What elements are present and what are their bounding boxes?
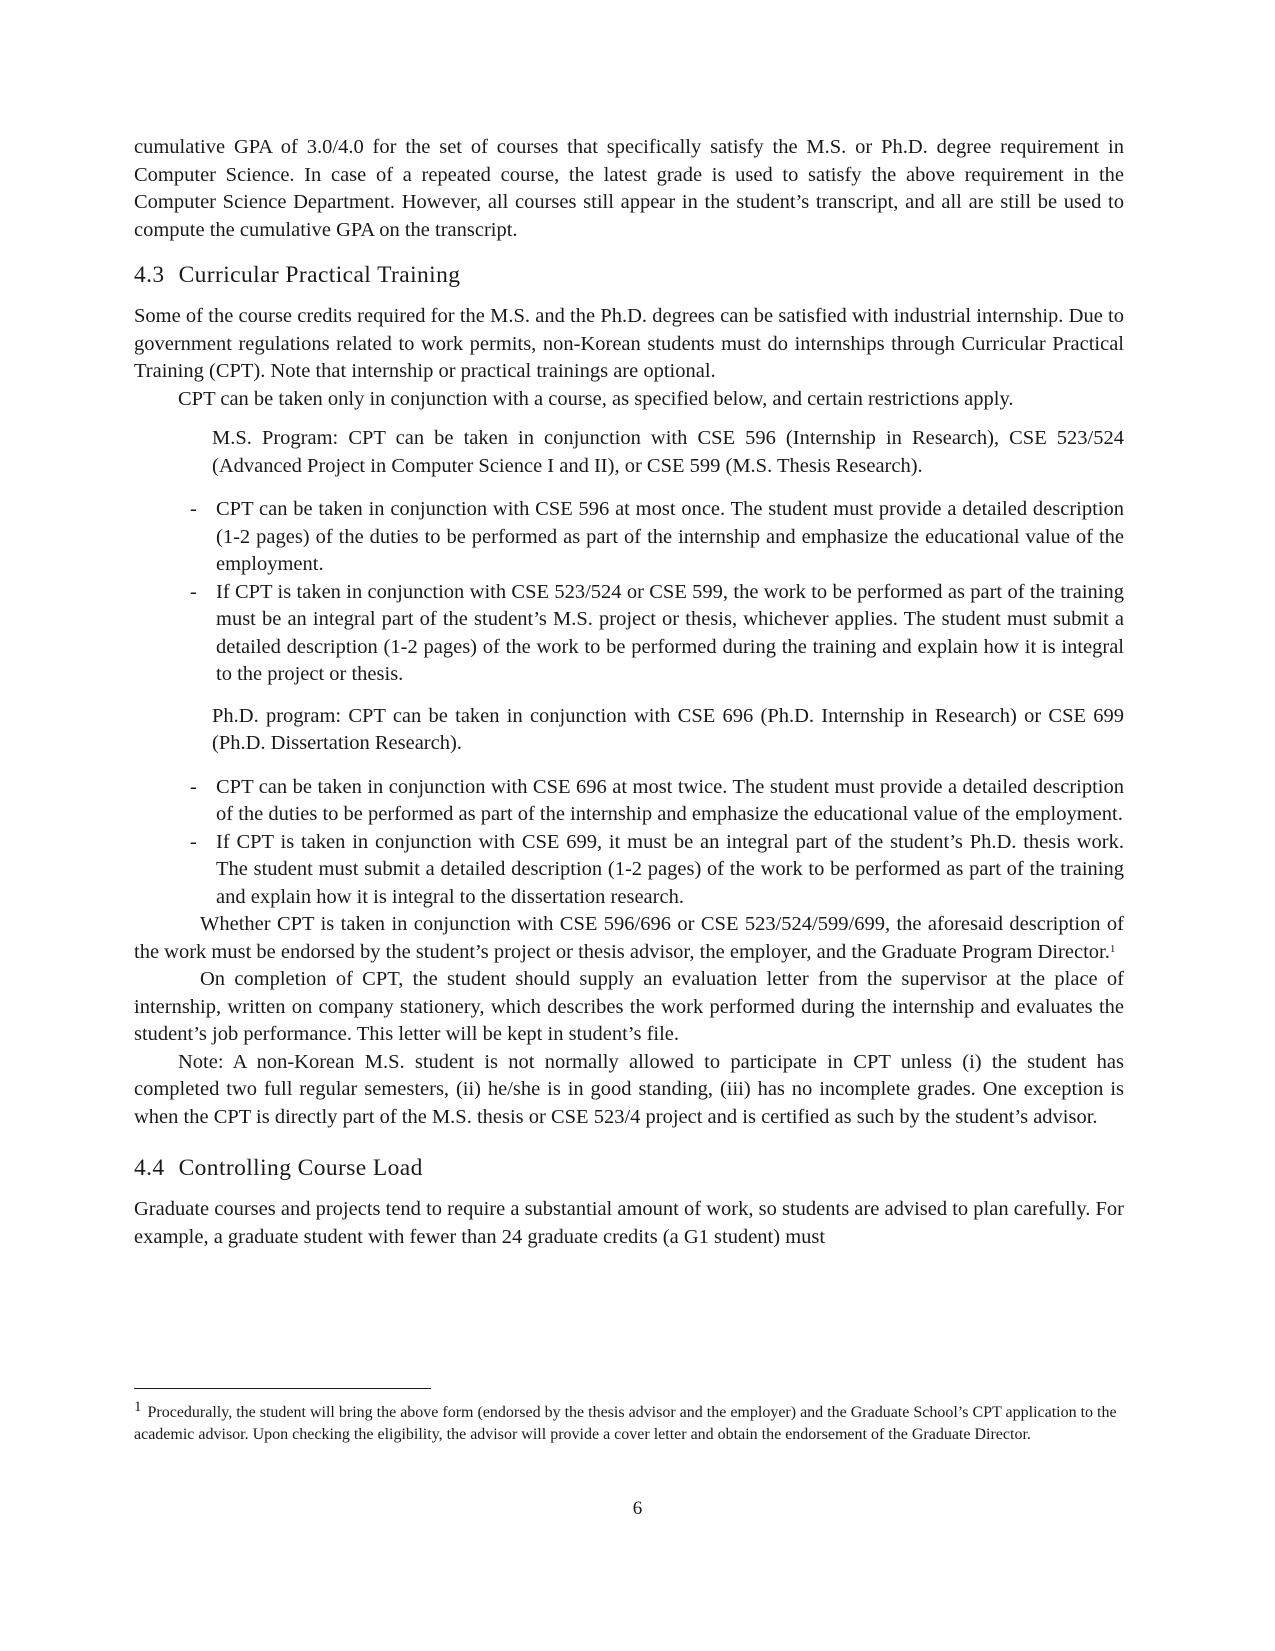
section-heading-4-4 xyxy=(134,1155,1124,1182)
section-title: Controlling Course Load xyxy=(178,1155,423,1181)
footnote-text: Procedurally, the student will bring the above form (endorsed by the thesis advisor and the employer) and the Graduate School’s CPT application to the academic advisor. Upon checking the eligibility, the advisor will provide a cover letter and obtain the endorsement of the Graduate Director. xyxy=(134,1404,1117,1443)
section-number: 4.3 xyxy=(134,262,165,288)
footnote xyxy=(134,1399,1124,1445)
document-page xyxy=(134,134,1124,1251)
footnote-mark: 1 xyxy=(134,1399,142,1415)
page-number: 6 xyxy=(632,1498,643,1519)
dash-bullet-icon: - xyxy=(190,580,197,603)
ms-program-description: M.S. Program: CPT can be taken in conjunction with CSE 596 (Internship in Research), CSE 523/524 (Advanced Project in Computer Science I and II), or CSE 599 (M.S. Thesis Research). xyxy=(212,427,1124,477)
intro-paragraph: cumulative GPA of 3.0/4.0 for the set of courses that specifically satisfy the M.S. or Ph.D. degree requirement in Computer Science. In case of a repeated course, the latest grade is used to satisfy the above requirement in the Computer Science Department. However, all courses still appear in the student’s transcript, and all are still be used to compute the cumulative GPA on the transcript. xyxy=(134,136,1124,241)
list-item: - CPT can be taken in conjunction with CSE 696 at most twice. The student must provide a detailed description of the duties to be performed as part of the internship and emphasize the educational value of the employment. xyxy=(190,775,1124,825)
dash-bullet-icon: - xyxy=(190,775,197,798)
cpt-paragraph-1: Some of the course credits required for the M.S. and the Ph.D. degrees can be satisfied with industrial internship. Due to government regulations related to work permits, non-Korean students must do internships through Curricular Practical Training (CPT). Note that internship or practical trainings are optional. xyxy=(134,305,1124,382)
phd-program-description: Ph.D. program: CPT can be taken in conjunction with CSE 696 (Ph.D. Internship in Research) or CSE 699 (Ph.D. Dissertation Research). xyxy=(212,704,1124,754)
section-title: Curricular Practical Training xyxy=(178,262,461,288)
cpt-paragraph-4: On completion of CPT, the student should supply an evaluation letter from the supervisor at the place of internship, written on company stationery, which describes the work performed during the internship and evaluates the student’s job performance. This letter will be kept in student’s file. xyxy=(134,968,1124,1045)
dash-bullet-icon: - xyxy=(190,830,197,853)
footnote-divider xyxy=(134,1388,431,1389)
dash-bullet-icon: - xyxy=(190,498,197,520)
course-load-paragraph: Graduate courses and projects tend to require a substantial amount of work, so students are advised to plan carefully. For example, a graduate student with fewer than 24 graduate credits (a G1 student) must xyxy=(134,1198,1124,1248)
section-number: 4.4 xyxy=(134,1155,165,1181)
cpt-paragraph-5: Note: A non-Korean M.S. student is not normally allowed to participate in CPT unless (i) the student has completed two full regular semesters, (ii) he/she is in good standing, (iii) has no incomplete grades. One exception is when the CPT is directly part of the M.S. thesis or CSE 523/4 project and is certified as such by the student’s advisor. xyxy=(134,1050,1124,1128)
ms-program-list xyxy=(134,496,1124,689)
footnote-reference[interactable]: 1 xyxy=(1109,942,1116,955)
list-item: - CPT can be taken in conjunction with CSE 596 at most once. The student must provide a detailed description (1-2 pages) of the duties to be performed as part of the internship and emphasize the educational value of the employment. xyxy=(190,498,1124,575)
list-item: - If CPT is taken in conjunction with CSE 523/524 or CSE 599, the work to be performed as part of the training must be an integral part of the student’s M.S. project or thesis, whichever applies. The student must submit a detailed description (1-2 pages) of the work to be performed during the training and explain how it is integral to the project or thesis. xyxy=(190,580,1124,685)
list-item: - If CPT is taken in conjunction with CSE 699, it must be an integral part of the student’s Ph.D. thesis work. The student must submit a detailed description (1-2 pages) of the work to be performed as part of the training and explain how it is integral to the dissertation research. xyxy=(190,830,1124,908)
cpt-paragraph-3: Whether CPT is taken in conjunction with CSE 596/696 or CSE 523/524/599/699, the aforesaid description of the work must be endorsed by the student’s project or thesis advisor, the employer, and the Graduate Program Director.$^1$ xyxy=(134,913,1124,963)
phd-program-list xyxy=(134,774,1124,912)
section-heading-4-3 xyxy=(134,262,1124,289)
cpt-paragraph-2: CPT can be taken only in conjunction with a course, as specified below, and certain restrictions apply. xyxy=(178,387,1014,410)
